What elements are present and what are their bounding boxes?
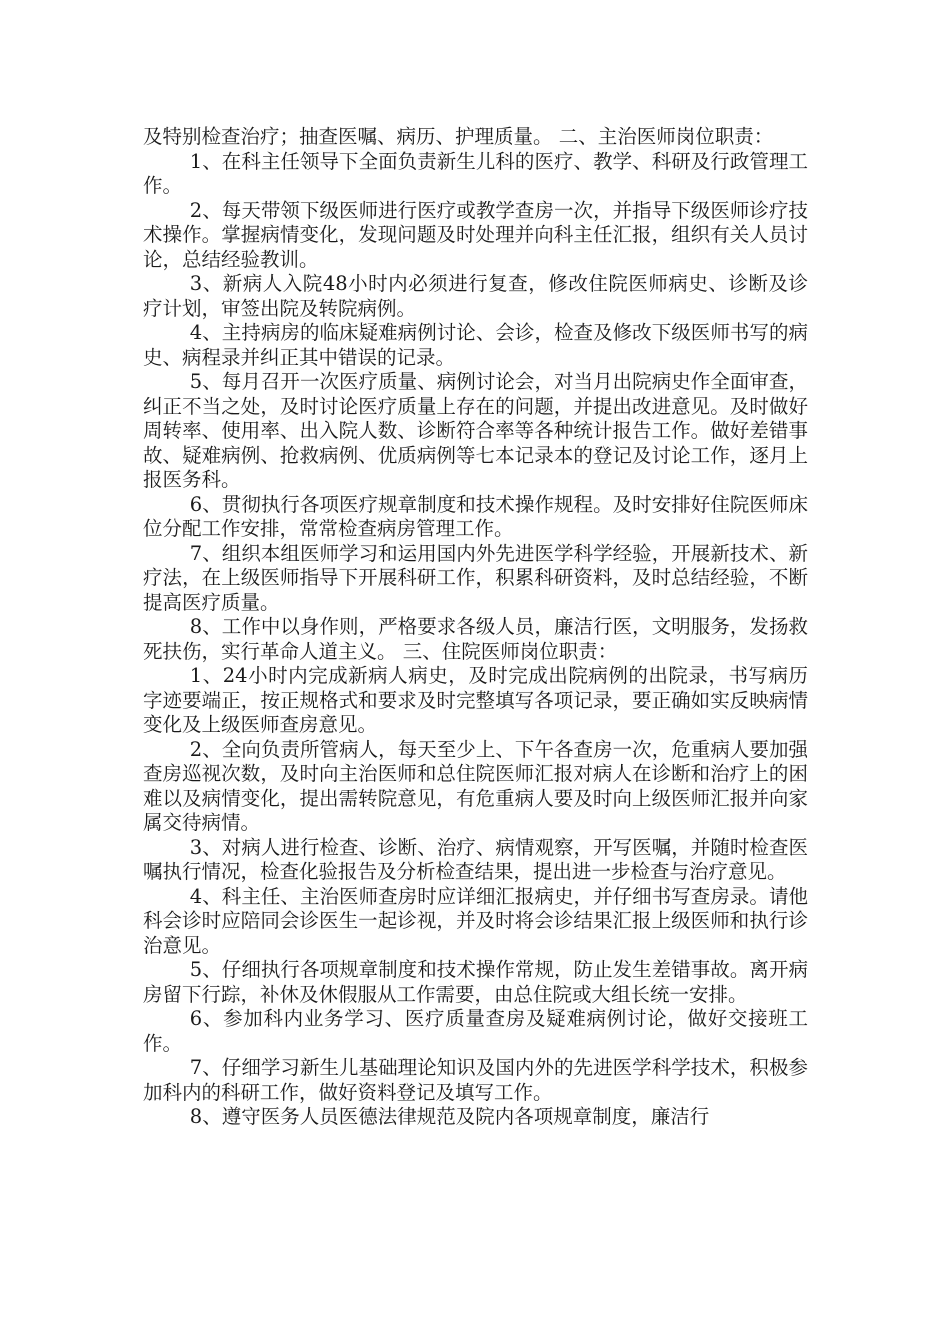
paragraph: 7、组织本组医师学习和运用国内外先进医学科学经验，开展新技术、新疗法，在上级医师指导下开展科研工作，积累科研资料，及时总结经验，不断提高医疗质量。 <box>143 541 808 614</box>
document-page <box>143 125 808 1130</box>
paragraph: 6、贯彻执行各项医疗规章制度和技术操作规程。及时安排好住院医师床位分配工作安排，常常检查病房管理工作。 <box>143 492 808 540</box>
paragraph: 3、新病人入院48小时内必须进行复查，修改住院医师病史、诊断及诊疗计划，审签出院及转院病例。 <box>143 272 808 320</box>
paragraph: 8、工作中以身作则，严格要求各级人员，廉洁行医，文明服务，发扬救死扶伤，实行革命人道主义。 三、住院医师岗位职责： <box>143 615 808 663</box>
paragraph: 8、遵守医务人员医德法律规范及院内各项规章制度，廉洁行 <box>189 1105 710 1128</box>
paragraph: 及特别检查治疗；抽查医嘱、病历、护理质量。 二、主治医师岗位职责： <box>143 125 774 148</box>
paragraph: 2、全向负责所管病人，每天至少上、下午各查房一次，危重病人要加强查房巡视次数，及时向主治医师和总住院医师汇报对病人在诊断和治疗上的困难以及病情变化，提出需转院意见，有危重病人要及时向上级医师汇报并向家属交待病情。 <box>143 737 808 834</box>
paragraph: 4、主持病房的临床疑难病例讨论、会诊，检查及修改下级医师书写的病史、病程录并纠正其中错误的记录。 <box>143 321 808 369</box>
paragraph: 1、在科主任领导下全面负责新生儿科的医疗、教学、科研及行政管理工作。 <box>143 149 808 197</box>
paragraph: 5、仔细执行各项规章制度和技术操作常规，防止发生差错事故。离开病房留下行踪，补休及休假服从工作需要，由总住院或大组长统一安排。 <box>143 958 808 1006</box>
paragraph: 7、仔细学习新生儿基础理论知识及国内外的先进医学科学技术，积极参加科内的科研工作，做好资料登记及填写工作。 <box>143 1056 808 1104</box>
paragraph: 6、参加科内业务学习、医疗质量查房及疑难病例讨论，做好交接班工作。 <box>143 1007 808 1055</box>
paragraph: 2、每天带领下级医师进行医疗或教学查房一次，并指导下级医师诊疗技术操作。掌握病情变化，发现问题及时处理并向科主任汇报，组织有关人员讨论，总结经验教训。 <box>143 198 808 271</box>
paragraph: 4、科主任、主治医师查房时应详细汇报病史，并仔细书写查房录。请他科会诊时应陪同会诊医生一起诊视，并及时将会诊结果汇报上级医师和执行诊治意见。 <box>143 884 808 957</box>
paragraph: 5、每月召开一次医疗质量、病例讨论会，对当月出院病史作全面审查，纠正不当之处，及时讨论医疗质量上存在的问题，并提出改进意见。及时做好周转率、使用率、出入院人数、诊断符合率等各种统计报告工作。做好差错事故、疑难病例、抢救病例、优质病例等七本记录本的登记及讨论工作，逐月上报医务科。 <box>143 370 808 491</box>
paragraph: 3、对病人进行检查、诊断、治疗、病情观察，开写医嘱，并随时检查医嘱执行情况，检查化验报告及分析检查结果，提出进一步检查与治疗意见。 <box>143 835 808 883</box>
paragraph: 1、24小时内完成新病人病史，及时完成出院病例的出院录，书写病历字迹要端正，按正规格式和要求及时完整填写各项记录，要正确如实反映病情变化及上级医师查房意见。 <box>143 664 808 736</box>
